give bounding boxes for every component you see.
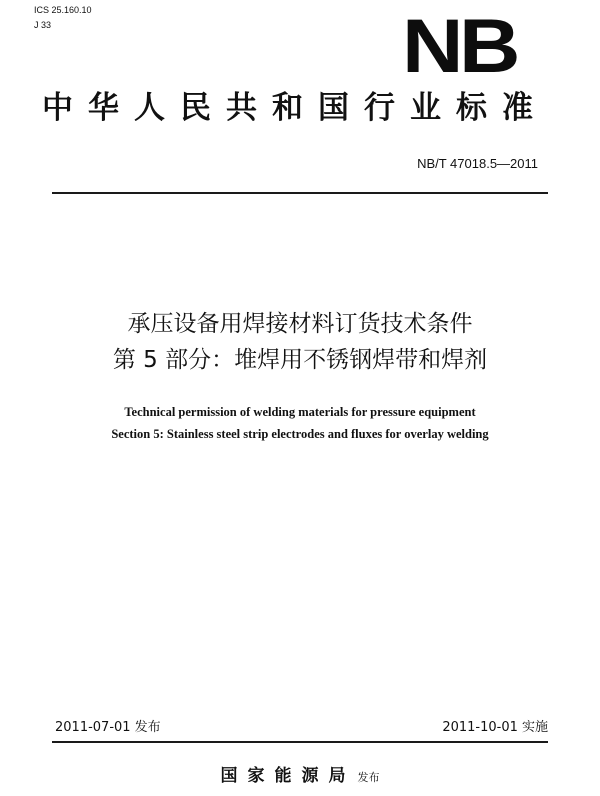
bottom-divider <box>52 741 548 743</box>
standard-title: 中华人民共和国行业标准 <box>42 90 548 126</box>
document-title-zh-line1: 承压设备用焊接材料订货技术条件 <box>127 311 473 337</box>
standard-code: NB/T 47018.5—2011 <box>417 156 538 171</box>
implementation-date: 2011-10-01 实施 <box>442 720 548 735</box>
document-title-en-line2: Section 5: Stainless steel strip electrodes and fluxes for overlay welding <box>111 427 489 441</box>
publisher-name: 国家能源局 <box>220 766 356 786</box>
nb-logo: NB <box>402 4 516 89</box>
document-title-zh-line2: 第 5 部分：堆焊用不锈钢焊带和焊剂 <box>112 347 488 373</box>
top-divider <box>52 192 548 194</box>
publisher <box>0 765 600 789</box>
document-title-en-line1: Technical permission of welding materials for pressure equipment <box>124 405 476 419</box>
issue-date: 2011-07-01 发布 <box>55 720 161 735</box>
ics-code: ICS 25.160.10 <box>34 5 92 15</box>
ccs-code: J 33 <box>34 20 52 30</box>
publisher-suffix: 发布 <box>357 771 380 784</box>
